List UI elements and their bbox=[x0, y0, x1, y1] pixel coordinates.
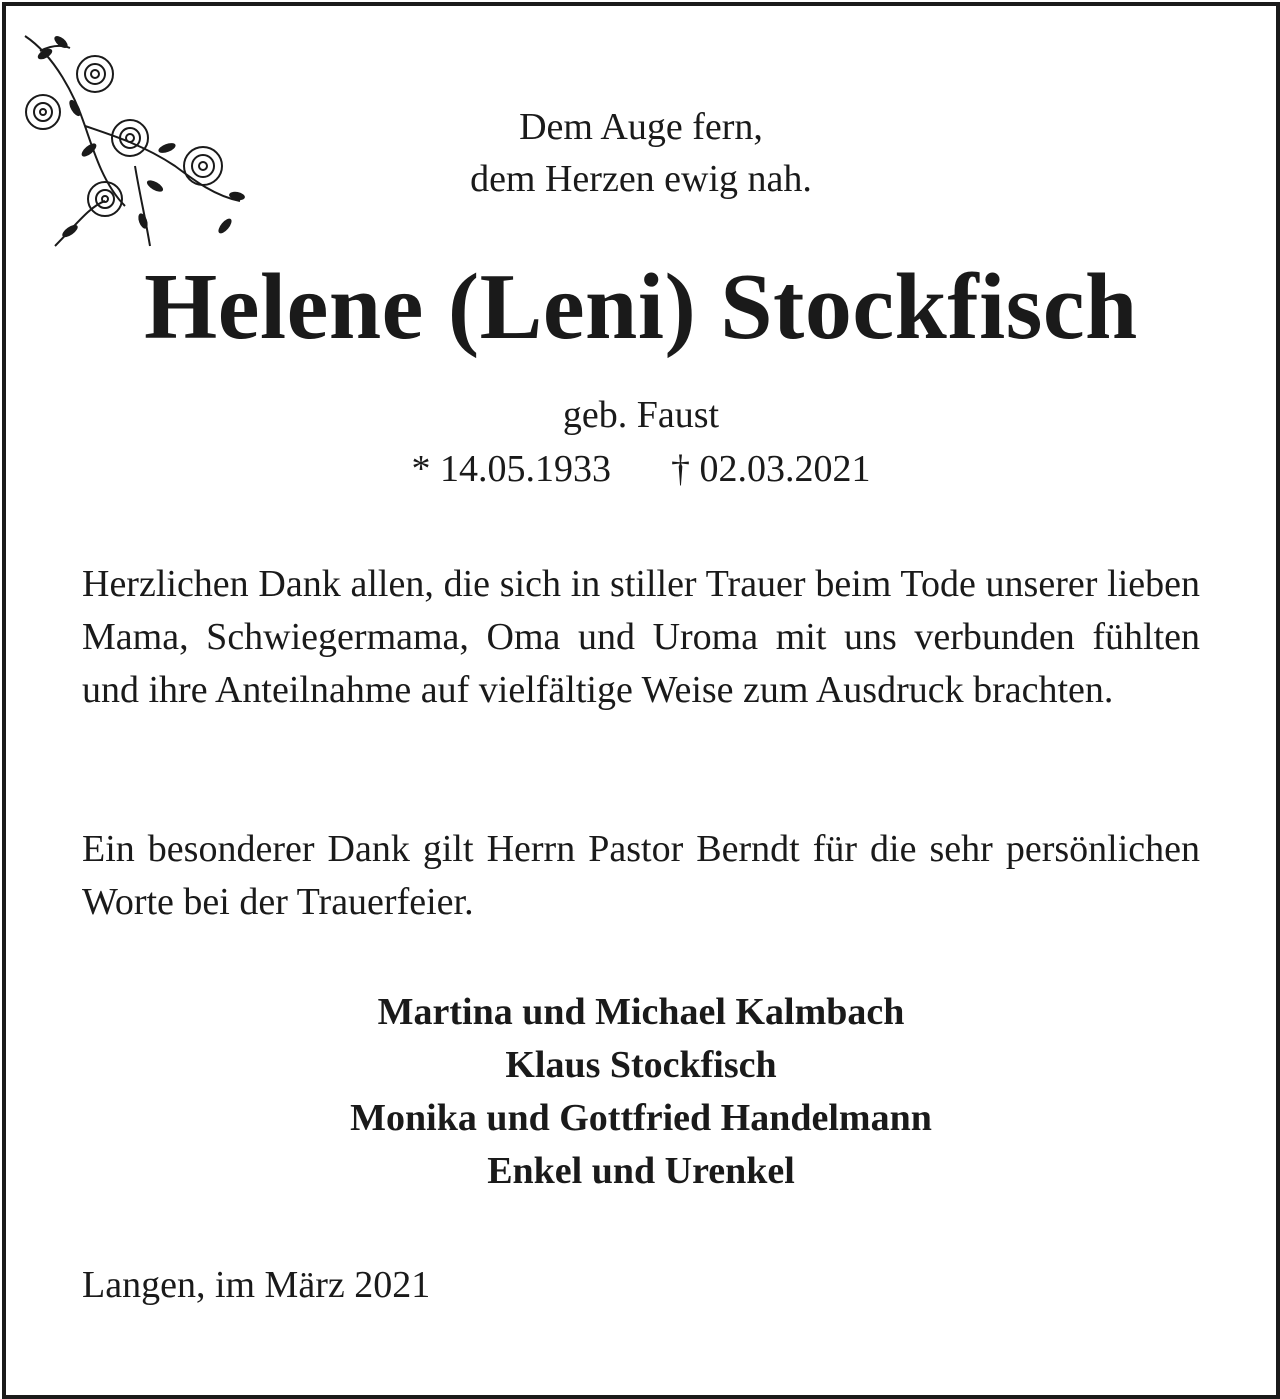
signer-line: Enkel und Urenkel bbox=[487, 1150, 795, 1192]
maiden-name: geb. Faust bbox=[562, 394, 720, 436]
thanks-paragraph-2: Ein besonderer Dank gilt Herrn Pastor Berndt für die sehr persönlichen Worte bei der Trauerfeier. bbox=[82, 828, 1200, 923]
place-date: Langen, im März 2021 bbox=[82, 1264, 431, 1306]
birth-date: * 14.05.1933 bbox=[411, 448, 611, 490]
motto-line-2: dem Herzen ewig nah. bbox=[470, 158, 812, 200]
motto-line-1: Dem Auge fern, bbox=[519, 106, 763, 148]
signer-line: Monika und Gottfried Handelmann bbox=[350, 1097, 932, 1139]
signer-line: Martina und Michael Kalmbach bbox=[377, 991, 905, 1033]
signer-line: Klaus Stockfisch bbox=[505, 1044, 777, 1086]
death-date: † 02.03.2021 bbox=[671, 448, 871, 490]
signers-list bbox=[6, 986, 1276, 1198]
life-dates bbox=[6, 444, 1276, 494]
thanks-paragraph-1: Herzlichen Dank allen, die sich in stiller Trauer beim Tode unserer lieben Mama, Schwiegermama, Oma und Uroma mit uns verbunden fühlten und ihre Anteilnahme auf vielfältige Weise zum Ausdruck brachten. bbox=[82, 563, 1200, 711]
obituary-notice bbox=[2, 2, 1280, 1399]
deceased-name: Helene (Leni) Stockfisch bbox=[144, 255, 1138, 359]
